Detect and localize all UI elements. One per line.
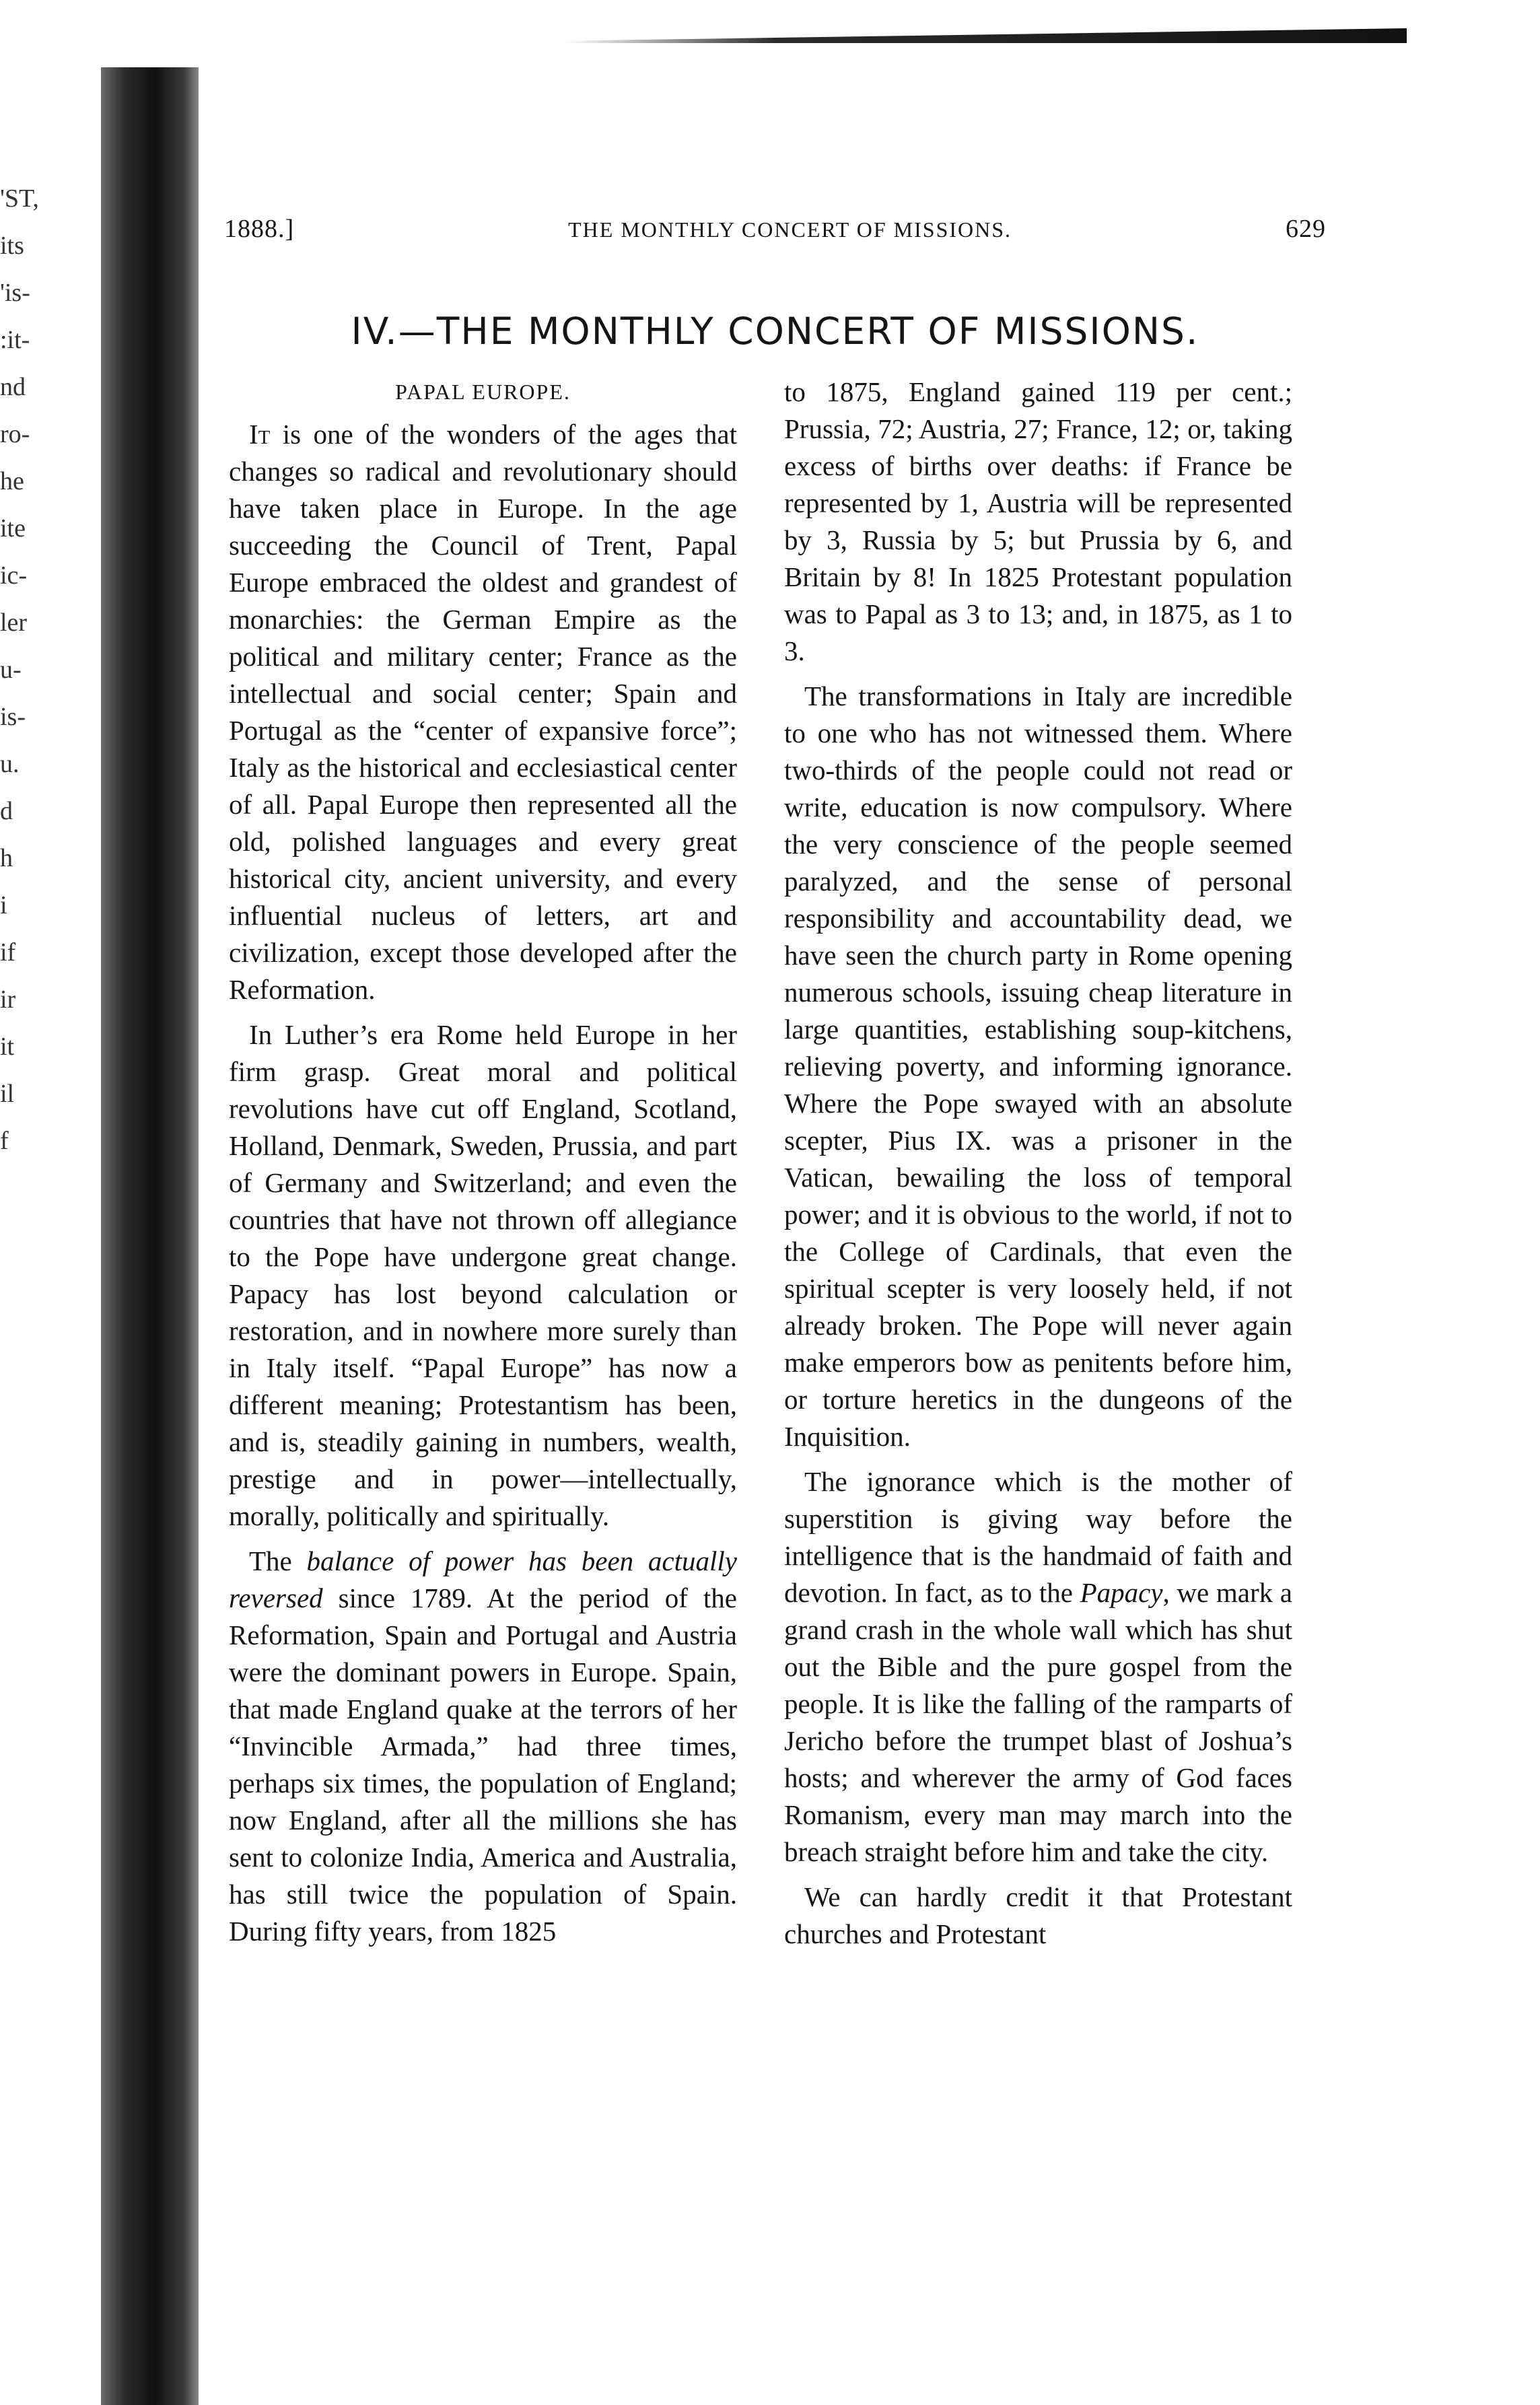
paragraph-text: , we mark a grand crash in the whole wall which has shut out the Bible and the pure gospel from the people. It is like the falling of the ramparts of Jericho before the trumpet blast of Joshua’s hosts; and wherever the army of God faces Romanism, every man may march into the breach straight before him and take the city. [784, 1577, 1292, 1867]
margin-fragment: ite [0, 514, 26, 543]
section-heading: PAPAL EUROPE. [395, 380, 571, 404]
margin-fragment: i [0, 891, 7, 919]
margin-fragment: it [0, 1033, 15, 1061]
margin-fragment: u- [0, 656, 22, 684]
paragraph-intro [229, 416, 737, 1008]
paragraph-text: The ignorance which is the mother of superstition is giving way before the intelligence that is the handmaid of faith and devotion. In fact, as to the [784, 1466, 1292, 1608]
margin-fragment: h [0, 844, 13, 872]
paragraph-text: The [249, 1545, 307, 1576]
text-column-right [784, 374, 1292, 2326]
margin-fragment: if [0, 938, 16, 967]
margin-fragment: ic- [0, 561, 28, 590]
margin-fragment: u. [0, 750, 20, 778]
paragraph-italy: The transformations in Italy are incredible to one who has not witnessed them. Where two-thirds of the people could not read or write, education is now compulsory. Where the very conscience of the people seemed paralyzed, and the sense of personal responsibility and accountability dead, we have seen the church party in Rome opening numerous schools, issuing cheap literature in large quantities, establishing soup-kitchens, relieving poverty, and informing ignorance. Where the Pope swayed with an absolute scepter, Pius IX. was a prisoner in the Vatican, bewailing the loss of temporal power; and it is obvious to the world, if not to the College of Cardinals, that even the spiritual scepter is very loosely held, if not already broken. The Pope will never again make emperors bow as penitents before him, or torture heretics in the dungeons of the Inquisition. [784, 681, 1292, 1452]
italic-phrase: Papacy [1080, 1577, 1163, 1608]
margin-fragment: is- [0, 703, 26, 731]
running-head [224, 214, 1326, 254]
margin-fragment: its [0, 232, 24, 260]
running-head-date: 1888.] [224, 215, 295, 243]
text-column-left [229, 374, 737, 2326]
paragraph-ignorance [784, 1463, 1292, 1871]
scan-edge-rule [565, 28, 1407, 43]
running-head-title: THE MONTHLY CONCERT OF MISSIONS. [568, 217, 1012, 242]
margin-fragment: d [0, 797, 13, 825]
margin-fragment: il [0, 1080, 15, 1108]
margin-fragment: nd [0, 373, 26, 401]
article-title: IV.—THE MONTHLY CONCERT OF MISSIONS. [351, 310, 1199, 353]
margin-fragment: f [0, 1127, 9, 1155]
facing-page-margin [0, 175, 81, 1164]
margin-fragment: he [0, 467, 24, 495]
paragraph-text: is one of the wonders of the ages that changes so radical and revolutionary should have taken place in Europe. In the age succeeding the Council of Trent, Papal Europe embraced the oldest and grandest of monarchies: the German Empire as the political and military center; France as the intellectual and social center; Spain and Portugal as the “center of expansive force”; Italy as the historical and ecclesiastical center of all. Papal Europe then represented all the old, polished languages and every great historical city, ancient university, and every influential nucleus of letters, art and civilization, except those developed after the Reformation. [229, 419, 737, 1005]
binding-shadow [101, 67, 199, 2405]
paragraph-balance [229, 1543, 737, 1950]
italic-phrase: balance of power has been actually reversed [229, 1545, 737, 1613]
paragraph-luther: In Luther’s era Rome held Europe in her firm grasp. Great moral and political revolutions have cut off England, Scotland, Holland, Denmark, Sweden, Prussia, and part of Germany and Switzerland; and even the countries that have not thrown off allegiance to the Pope have undergone great change. Papacy has lost beyond calculation or restoration, and in nowhere more surely than in Italy itself. “Papal Europe” has now a different meaning; Protestantism has been, and is, steadily gaining in numbers, wealth, prestige and in power—intellectually, morally, politically and spiritually. [229, 1019, 737, 1531]
margin-fragment: ro- [0, 420, 30, 448]
paragraph-text: since 1789. At the period of the Reformation, Spain and Portugal and Austria were the dominant powers in Europe. Spain, that made England quake at the terrors of her “Invincible Armada,” had three times, perhaps six times, the population of England; now England, after all the millions she has sent to colonize India, America and Australia, has still twice the population of Spain. During fifty years, from 1825 [229, 1582, 737, 1947]
paragraph-continuation: to 1875, England gained 119 per cent.; Prussia, 72; Austria, 27; France, 12; or, taking excess of births over deaths: if France be represented by 1, Austria will be represented by 3, Russia by 5; but Prussia by 6, and Britain by 8! In 1825 Protestant population was to Papal as 3 to 13; and, in 1875, as 1 to 3. [784, 376, 1292, 666]
paragraph-closing: We can hardly credit it that Protestant churches and Protestant [784, 1881, 1292, 1949]
margin-fragment: 'is- [0, 279, 30, 307]
margin-fragment: ir [0, 985, 16, 1014]
initial-word: It [249, 419, 271, 450]
margin-fragment: 'ST, [0, 184, 39, 213]
margin-fragment: :it- [0, 326, 30, 354]
margin-fragment: ler [0, 608, 28, 637]
page-number: 629 [1285, 215, 1326, 243]
